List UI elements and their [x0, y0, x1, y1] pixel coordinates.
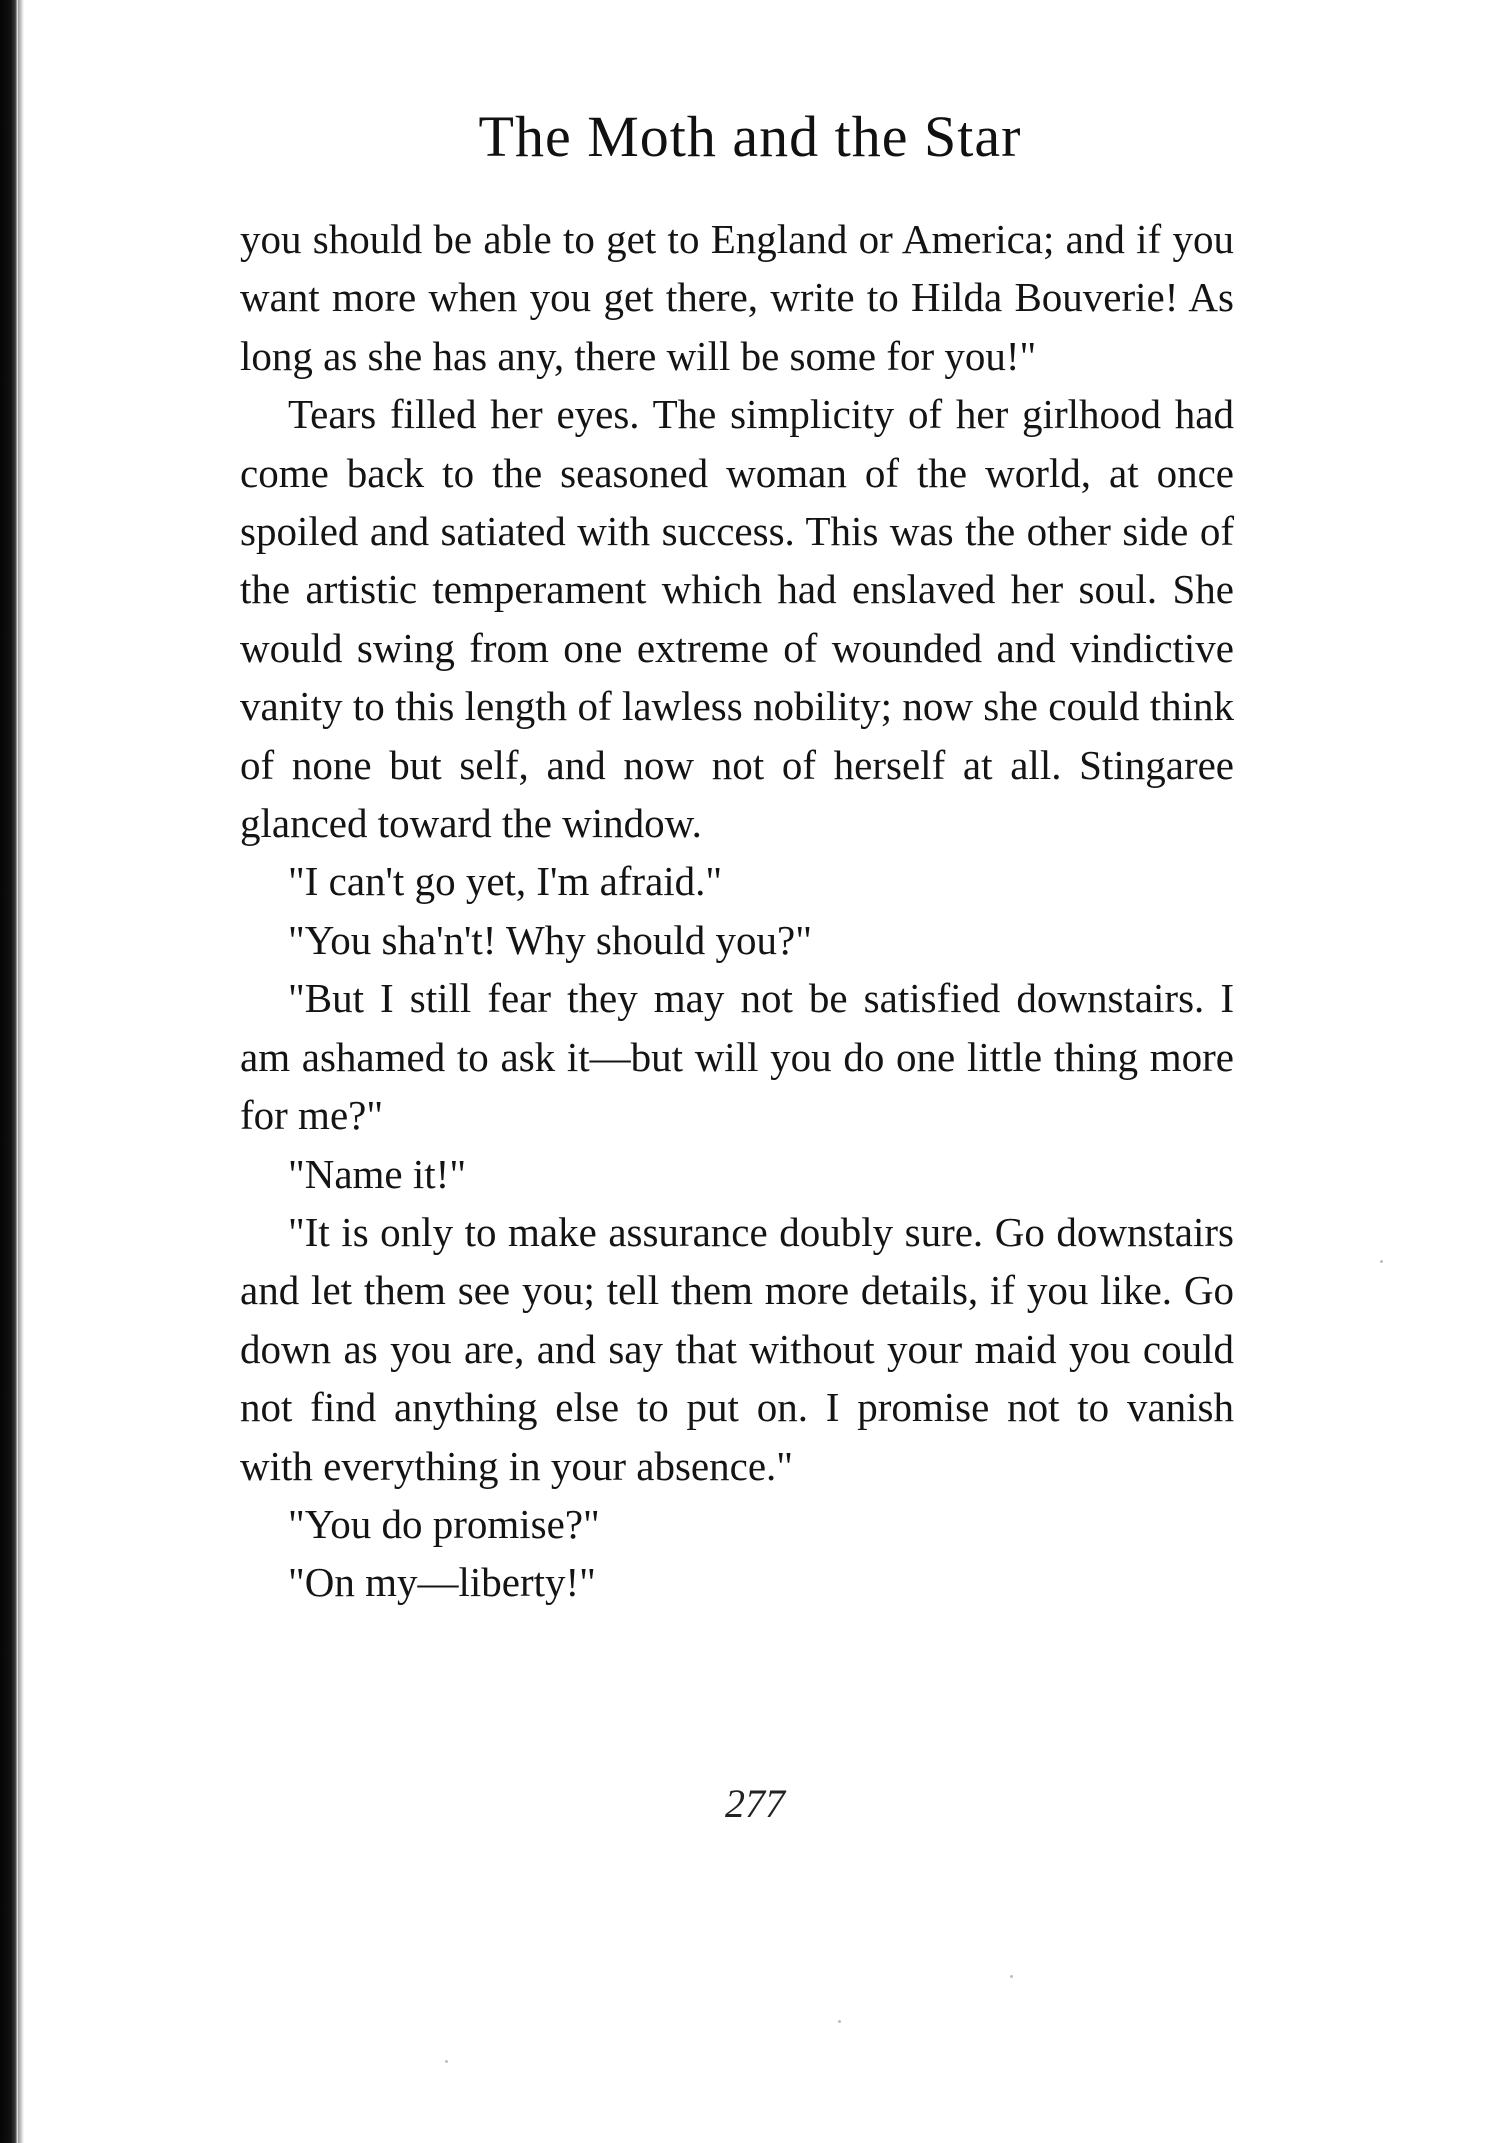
running-head: The Moth and the Star	[478, 104, 1022, 169]
scan-speck	[838, 2020, 841, 2023]
paragraph: you should be able to get to England or America; and if you want more when you get there, write to Hilda Bouverie! As long as she has any, there will be some for you!"	[240, 216, 1234, 379]
binding-edge	[0, 0, 18, 2143]
paragraph: "On my—liberty!"	[288, 1559, 596, 1606]
paragraph: "You do promise?"	[288, 1500, 600, 1547]
scan-speck	[445, 2060, 448, 2063]
scan-speck	[1380, 1260, 1383, 1263]
paragraph: "I can't go yet, I'm afraid."	[288, 858, 723, 905]
paragraph: Tears filled her eyes. The simplicity of her girlhood had come back to the seasoned woman of the world, at once spoiled and satiated with success. This was the other side of the artistic temperament which had enslaved her soul. She would swing from one extreme of wounded and vindictive vanity to this length of lawless nobility; now she could think of none but self, and now not of herself at all. Stingaree glanced toward the window.	[240, 391, 1234, 847]
paragraph: "Name it!"	[288, 1150, 467, 1197]
paragraph: "It is only to make assurance doubly sure. Go downstairs and let them see you; tell them more details, if you like. Go down as you are, and say that without your maid you could not find anything else to put on. I promise not to vanish with everything in your absence."	[240, 1208, 1234, 1489]
body-text	[240, 210, 1234, 1612]
binding-shadow	[18, 0, 24, 2143]
scan-speck	[1010, 1975, 1013, 1978]
page-number: 277	[725, 1781, 785, 1826]
paragraph: "You sha'n't! Why should you?"	[288, 916, 812, 963]
paragraph: "But I still fear they may not be satisfied downstairs. I am ashamed to ask it—but will you do one little thing more for me?"	[240, 975, 1234, 1139]
